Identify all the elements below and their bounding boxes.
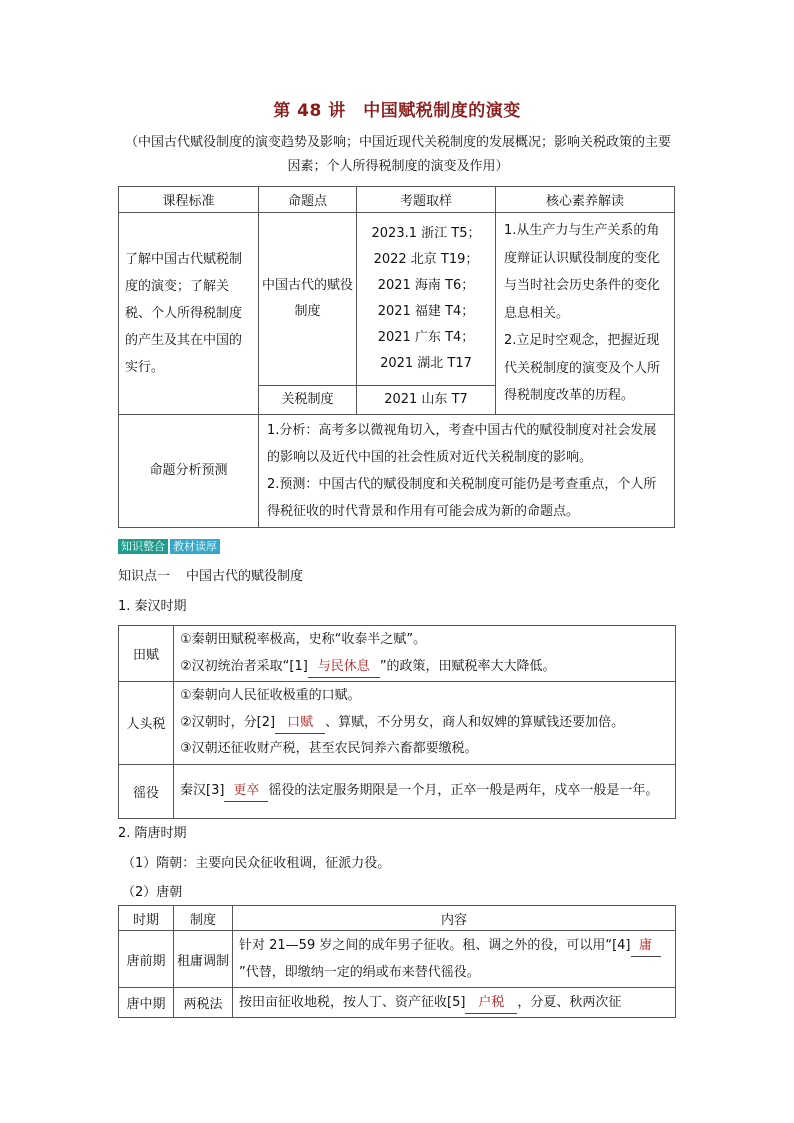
header-core: 核心素养解读 bbox=[496, 187, 675, 213]
answer-blank: 庸 bbox=[631, 936, 661, 957]
period-cell: 唐中期 bbox=[119, 988, 174, 1018]
lesson-title: 第 48 讲 中国赋税制度的演变 bbox=[273, 101, 521, 121]
prediction-content bbox=[259, 414, 675, 527]
text-run: ”代替，即缴纳一定的绢或布来替代徭役。 bbox=[239, 965, 480, 980]
tang-dynasty-heading: （2）唐朝 bbox=[122, 885, 183, 900]
header-content: 内容 bbox=[233, 906, 676, 931]
text-run: ②汉初统治者采取“[1] bbox=[180, 658, 308, 674]
tang-row-early bbox=[119, 931, 676, 988]
answer-blank: 口赋 bbox=[275, 713, 325, 734]
row-content bbox=[174, 682, 676, 765]
overview-row-1 bbox=[119, 213, 675, 386]
knowledge-point-title: 中国古代的赋役制度 bbox=[186, 569, 304, 584]
course-standard: 了解中国古代赋税制度的演变；了解关税、个人所得税制度的产生及其在中国的实行。 bbox=[119, 213, 259, 415]
qinhan-row-land-tax bbox=[119, 626, 676, 682]
prediction-item-1: 1.分析：高考多以微视角切入，考查中国古代的赋役制度对社会发展的影响以及近代中国的社会性质对近代关税制度的影响。 bbox=[267, 422, 657, 465]
text-run: 按田亩征收地税，按人丁、资产征收[5] bbox=[239, 995, 466, 1010]
section-heading-qinhan: 1. 秦汉时期 bbox=[118, 599, 187, 614]
tang-table bbox=[118, 905, 676, 1018]
header-standard: 课程标准 bbox=[119, 187, 259, 213]
prediction-item-2: 2.预测：中国古代的赋役制度和关税制度可能仍是考查重点，个人所得税征收的时代背景和作用有可能会成为新的命题点。 bbox=[267, 476, 657, 519]
row-label: 田赋 bbox=[119, 626, 174, 682]
badge-textbook-reading: 教材读厚 bbox=[170, 539, 220, 554]
content-line: ①秦朝向人民征收极重的口赋。 bbox=[180, 688, 361, 703]
header-samples: 考题取样 bbox=[357, 187, 496, 213]
qinhan-row-corvee bbox=[119, 764, 676, 818]
sample: 2021 湖北 T17 bbox=[380, 355, 472, 371]
exam-samples-1 bbox=[357, 213, 496, 386]
content-line: ③汉朝还征收财产税，甚至农民饲养六畜都要缴税。 bbox=[180, 741, 478, 756]
sample: 2021 福建 T4； bbox=[377, 303, 475, 319]
header-period: 时期 bbox=[119, 906, 174, 931]
qinhan-row-poll-tax bbox=[119, 682, 676, 765]
content-line: ①秦朝田赋税率极高，史称“收泰半之赋”。 bbox=[180, 632, 427, 647]
row-label: 人头税 bbox=[119, 682, 174, 765]
content-line bbox=[180, 710, 669, 737]
sample: 2021 广东 T4； bbox=[377, 329, 475, 345]
knowledge-point-label: 知识点一 bbox=[118, 569, 171, 584]
topic-point-1: 中国古代的赋役制度 bbox=[259, 213, 357, 386]
answer-blank: 户税 bbox=[465, 993, 517, 1014]
text-run: 徭役的法定服务期限是一个月，正卒一般是两年，戍卒一般是一年。 bbox=[268, 782, 659, 798]
text-run: ，分夏、秋两次征 bbox=[517, 995, 622, 1010]
system-cell: 租庸调制 bbox=[174, 931, 233, 988]
row-label: 徭役 bbox=[119, 764, 174, 818]
overview-header-row bbox=[119, 187, 675, 213]
answer-blank: 更卒 bbox=[224, 781, 268, 802]
prediction-label: 命题分析预测 bbox=[119, 414, 259, 527]
content-line bbox=[180, 654, 669, 681]
prediction-row bbox=[119, 414, 675, 527]
header-point: 命题点 bbox=[259, 187, 357, 213]
lesson-subtitle: （中国古代赋役制度的演变趋势及影响；中国近现代关税制度的发展概况；影响关税政策的主要因素；个人所得税制度的演变及作用） bbox=[124, 135, 671, 174]
content-cell bbox=[233, 988, 676, 1018]
period-cell: 唐前期 bbox=[119, 931, 174, 988]
text-run: ②汉朝时，分[2] bbox=[180, 714, 276, 730]
system-cell: 两税法 bbox=[174, 988, 233, 1018]
knowledge-point-heading bbox=[118, 565, 303, 584]
badge-knowledge-integration: 知识整合 bbox=[118, 539, 168, 554]
section-badges bbox=[118, 538, 222, 554]
text-run: ”的政策，田赋税率大大降低。 bbox=[379, 658, 556, 674]
sui-dynasty-text: （1）隋朝：主要向民众征收租调，征派力役。 bbox=[122, 856, 391, 871]
topic-point-2: 关税制度 bbox=[259, 385, 357, 414]
core-item-2: 2.立足时空观念，把握近现代关税制度的演变及个人所得税制度改革的历程。 bbox=[504, 333, 661, 403]
row-content bbox=[174, 626, 676, 682]
sample: 2023.1 浙江 T5； bbox=[371, 225, 481, 241]
tang-header-row bbox=[119, 906, 676, 931]
answer-blank: 与民休息 bbox=[308, 657, 380, 678]
row-content bbox=[174, 764, 676, 818]
section-heading-suitang: 2. 隋唐时期 bbox=[118, 826, 187, 841]
text-run: 针对 21—59 岁之间的成年男子征收。租、调之外的役，可以用“[4] bbox=[239, 938, 631, 953]
text-run: 秦汉[3] bbox=[180, 782, 225, 798]
core-item-1: 1.从生产力与生产关系的角度辩证认识赋役制度的变化与当时社会历史条件的变化息息相关。 bbox=[504, 223, 661, 321]
qinhan-table bbox=[118, 625, 676, 819]
header-system: 制度 bbox=[174, 906, 233, 931]
core-literacy bbox=[496, 213, 675, 415]
sample: 2021 海南 T6； bbox=[377, 277, 475, 293]
exam-samples-2: 2021 山东 T7 bbox=[357, 385, 496, 414]
tang-row-mid bbox=[119, 988, 676, 1018]
content-cell bbox=[233, 931, 676, 988]
overview-table bbox=[118, 186, 675, 528]
text-run: 、算赋，不分男女，商人和奴婢的算赋钱还要加倍。 bbox=[325, 714, 625, 730]
sample: 2022 北京 T19； bbox=[373, 251, 479, 267]
